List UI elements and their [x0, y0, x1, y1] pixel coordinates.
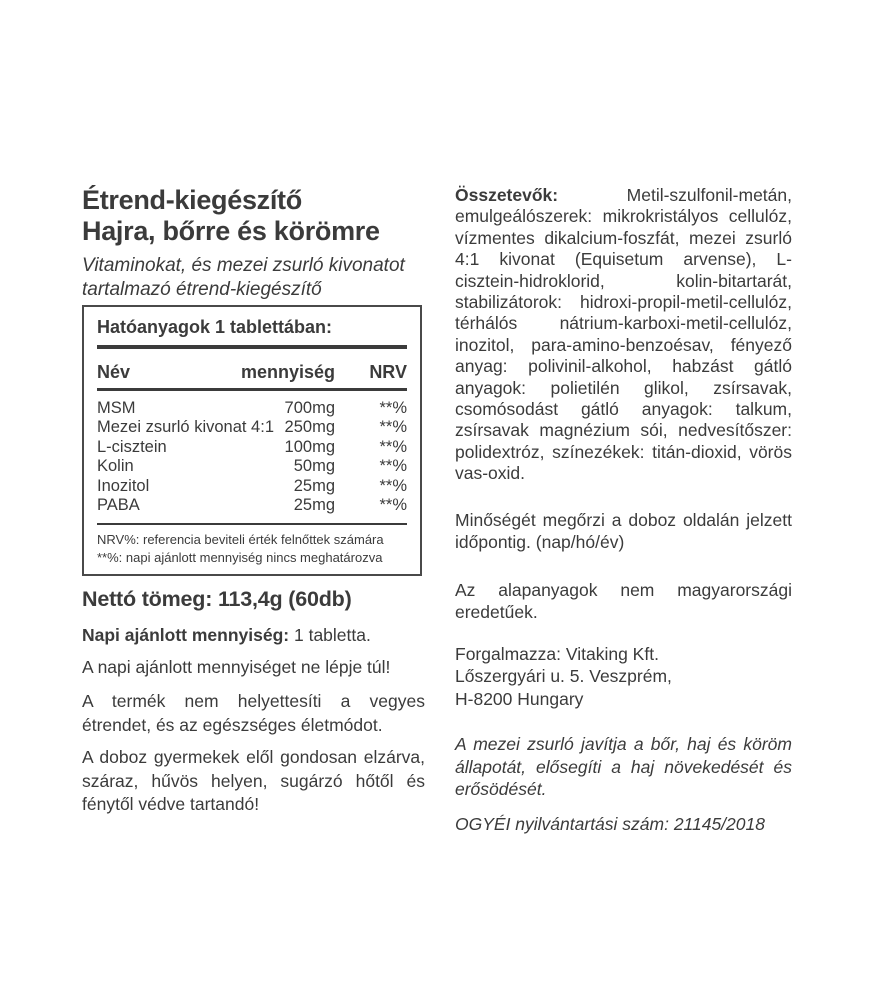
registration-number: OGYÉI nyilvántartási szám: 21145/2018 — [455, 813, 765, 834]
product-subtitle: Vitaminokat, és mezei zsurló kivonatot tartalmazó étrend-kiegészítő — [82, 255, 405, 300]
daily-dose-value: 1 tabletta. — [289, 625, 371, 646]
table-body — [97, 399, 407, 517]
ingredient-nrv: **% — [379, 437, 407, 456]
ingredient-amount: 25mg — [293, 496, 335, 515]
left-column — [82, 185, 425, 817]
ingredient-nrv: **% — [379, 496, 407, 515]
ingredients-text: Metil-szulfonil-metán, emulgeálószerek: mikrokristályos cellulóz, vízmentes dikalcium-foszfát, mezei zsurló 4:1 kivonat (Equisetum arvense), L-cisztein-hidroklorid, kolin-bitartarát, stabilizátorok: hidroxi-propil-metil-cellulóz, térhálós nátrium-karboxi-metil-cellulóz, inozitol, para-amino-benzoésav, fényező anyag: polivinil-alkohol, habzást gátló anyagok: polietilén glikol, zsírsavak, csomósodást gátló anyagok: talkum, zsírsavak magnézium sói, nedvesítőszer: polidextróz, színezékek: titán-dioxid, vörös vas-oxid. — [455, 185, 792, 484]
ingredient-name: PABA — [97, 496, 140, 515]
daily-dose — [82, 624, 425, 646]
product-title — [82, 185, 425, 247]
table-row — [97, 399, 407, 419]
table-rule-header — [97, 388, 407, 391]
ingredients-paragraph — [455, 185, 792, 485]
footnote-daily: **%: napi ajánlott mennyiség nincs meghatározva — [97, 549, 383, 565]
table-caption: Hatóanyagok 1 tablettában: — [97, 317, 333, 337]
ingredient-name: L-cisztein — [97, 437, 167, 456]
ingredient-amount: 100mg — [284, 437, 335, 456]
ingredients-label: Összetevők: — [455, 185, 559, 205]
ingredient-amount: 25mg — [293, 476, 335, 495]
shelf-life: Minőségét megőrzi a doboz oldalán jelzett időpontig. (nap/hó/év) — [455, 509, 792, 553]
column-header-amount: mennyiség — [240, 362, 335, 382]
distributor-block — [455, 643, 792, 711]
ingredient-amount: 700mg — [284, 398, 335, 417]
distributor-line: Forgalmazza: Vitaking Kft. — [455, 643, 659, 664]
table-rule-thick — [97, 345, 407, 349]
ingredient-name: Kolin — [97, 457, 134, 476]
ingredient-nrv: **% — [379, 476, 407, 495]
table-header-row — [97, 362, 407, 383]
table-footnotes — [97, 531, 407, 566]
ingredient-amount: 50mg — [293, 457, 335, 476]
right-column — [455, 185, 792, 835]
table-row — [97, 418, 407, 438]
ingredient-nrv: **% — [379, 398, 407, 417]
daily-dose-label: Napi ajánlott mennyiség: — [82, 625, 290, 646]
table-row — [97, 438, 407, 458]
ingredient-amount: 250mg — [284, 418, 335, 437]
ingredient-name: Mezei zsurló kivonat 4:1 — [97, 418, 274, 437]
column-header-name: Név — [97, 362, 131, 382]
warning-overdose: A napi ajánlott mennyiséget ne lépje túl! — [82, 657, 391, 678]
ingredient-nrv: **% — [379, 457, 407, 476]
warning-storage: A doboz gyermekek elől gondosan elzárva, száraz, hűvös helyen, sugárzó hőtől és fénytől védve tartandó! — [82, 747, 425, 815]
footnote-nrv: NRV%: referencia beviteli érték felnőttek számára — [97, 532, 384, 548]
ingredient-name: MSM — [97, 398, 136, 417]
column-header-nrv: NRV — [369, 362, 407, 382]
table-row — [97, 477, 407, 497]
ingredient-name: Inozitol — [97, 476, 150, 495]
product-title-line1: Étrend-kiegészítő — [82, 185, 302, 215]
health-claim: A mezei zsurló javítja a bőr, haj és köröm állapotát, elősegíti a haj növekedését és erősödését. — [455, 734, 792, 800]
warning-diet: A termék nem helyettesíti a vegyes étrendet, és az egészséges életmódot. — [82, 691, 425, 735]
distributor-line: Lőszergyári u. 5. Veszprém, — [455, 666, 672, 687]
product-title-line2: Hajra, bőrre és körömre — [82, 216, 380, 246]
distributor-line: H-8200 Hungary — [455, 688, 584, 709]
active-ingredients-table — [82, 305, 422, 576]
table-row — [97, 457, 407, 477]
origin-statement: Az alapanyagok nem magyarországi eredetűek. — [455, 579, 792, 623]
ingredient-nrv: **% — [379, 418, 407, 437]
table-rule-footer — [97, 523, 407, 525]
table-row — [97, 496, 407, 516]
net-weight: Nettó tömeg: 113,4g (60db) — [82, 587, 352, 612]
